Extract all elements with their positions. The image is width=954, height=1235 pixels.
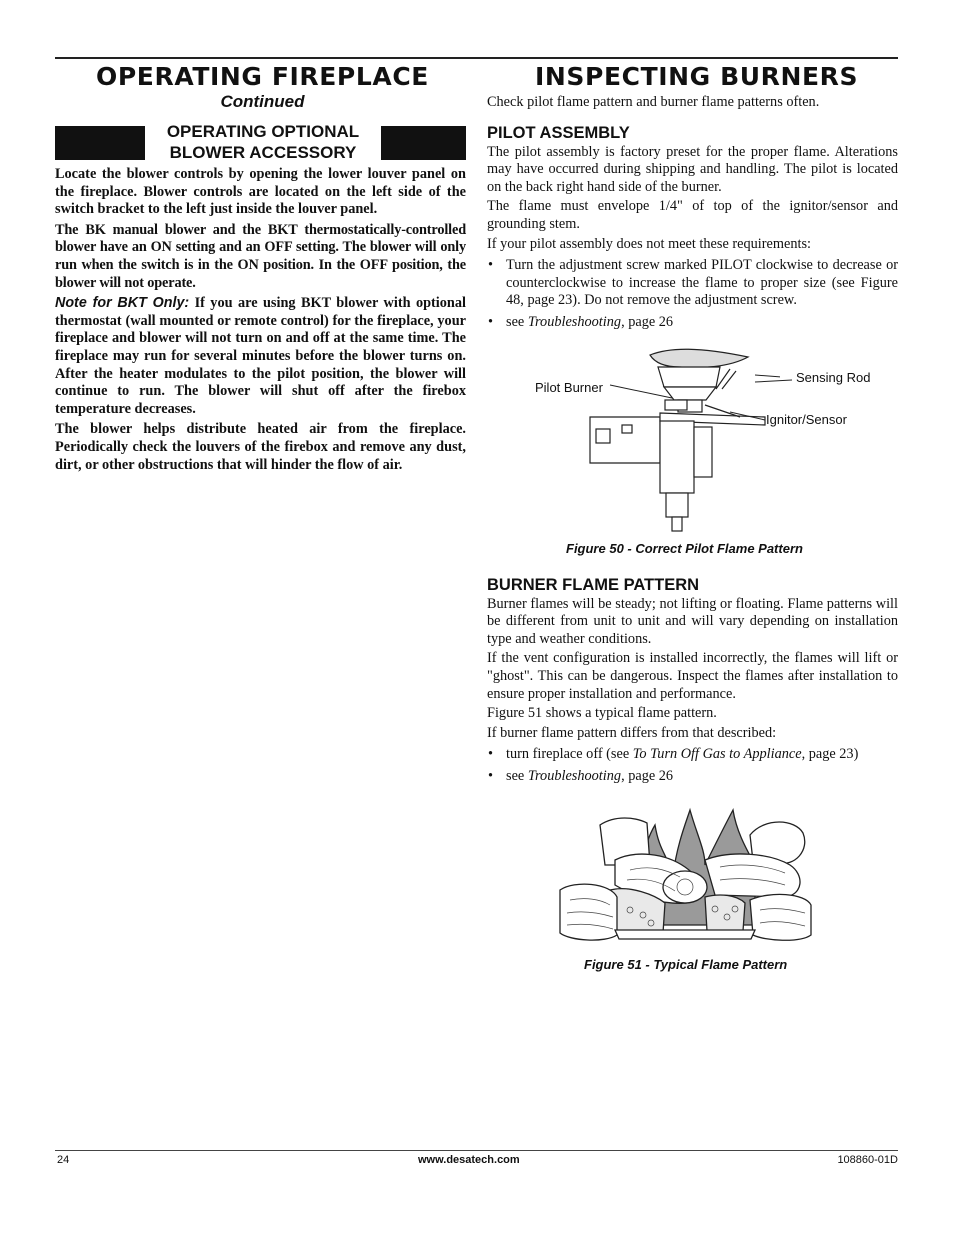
bullet-text: turn fireplace off (see (506, 746, 633, 763)
bkt-note-label: Note for BKT Only: (55, 295, 190, 312)
blower-maintenance-paragraph: The blower helps distribute heated air from the fireplace. Periodically check the louvers of the firebox and remove any dust, dirt, or other obstructions that will hinder the flow of air. (55, 421, 466, 473)
bullet-text: , page 26 (621, 313, 674, 330)
bullet-text: , page 23) (801, 746, 859, 763)
pilot-bullet-2 (487, 314, 898, 332)
burner-paragraph-4: If burner flame pattern differs from that described: (487, 724, 777, 741)
pilot-assembly-section (487, 125, 898, 336)
burner-paragraph-2: If the vent configuration is installed incorrectly, the flames will lift or "ghost". This can be dangerous. Inspect the flames after installation to ensure proper installation and performance. (487, 650, 898, 702)
burner-paragraph-3: Figure 51 shows a typical flame pattern. (487, 705, 717, 722)
document-number: 108860-01D (837, 1154, 898, 1166)
label-pilot-burner: Pilot Burner (535, 380, 603, 395)
left-column-text (55, 166, 466, 477)
continued-label: Continued (220, 92, 305, 111)
blower-location-paragraph: Locate the blower controls by opening the lower louver panel on the fireplace. Blower controls are located on the left side of the switch bracket to the left just inside the louver panel. (55, 166, 466, 218)
section-title-operating-fireplace: OPERATING FIREPLACE (96, 62, 429, 91)
pilot-paragraph-3: If your pilot assembly does not meet these requirements: (487, 235, 811, 252)
figure-50-caption: Figure 50 - Correct Pilot Flame Pattern (566, 541, 803, 556)
troubleshooting-reference: Troubleshooting (527, 767, 622, 784)
blower-accessory-heading (148, 121, 378, 163)
pilot-bullet-1: • Turn the adjustment screw marked PILOT clockwise to decrease or counterclockwise to increase the flame to proper size (see Figure 48, page 23). Do not remove the adjustment screw. (487, 257, 898, 310)
pilot-assembly-heading: PILOT ASSEMBLY (487, 124, 630, 142)
label-sensing-rod: Sensing Rod (796, 370, 871, 385)
burner-flame-section (487, 577, 898, 790)
pilot-paragraph-1: The pilot assembly is factory preset for the proper flame. Alterations may have occurred during shipping and handling. The pilot is located on the back right hand side of the burner. (487, 143, 898, 195)
bkt-note-paragraph (55, 295, 466, 418)
top-rule (55, 57, 898, 59)
heading-line-2: BLOWER ACCESSORY (169, 143, 357, 162)
label-ignitor-sensor: Ignitor/Sensor (766, 412, 847, 427)
page-number: 24 (57, 1154, 70, 1166)
inspect-intro: Check pilot flame pattern and burner flame patterns often. (487, 94, 820, 110)
blower-settings-paragraph: The BK manual blower and the BKT thermostatically-controlled blower have an ON setting and an OFF setting. The blower will only run when the switch is in the ON position. In the OFF position, the blower will not operate. (55, 221, 466, 291)
bullet-text: see (506, 767, 528, 784)
bkt-note-text: If you are using BKT blower with optional thermostat (wall mounted or remote control) for the fireplace, your fireplace and blower will not turn on and off at the same time. The fireplace may run for several minutes before the blower turns on. After the heater modulates to the pilot position, the blower will continue to run. The blower will shut off after the firebox temperature decreases. (55, 295, 466, 417)
burner-flame-heading: BURNER FLAME PATTERN (487, 576, 700, 594)
heading-bar-right (381, 126, 466, 160)
troubleshooting-reference: Troubleshooting (527, 313, 622, 330)
burner-bullet-2 (487, 768, 898, 786)
heading-line-1: OPERATING OPTIONAL (166, 122, 360, 141)
pilot-bullet-list (487, 257, 898, 331)
burner-bullet-1 (487, 746, 898, 764)
burner-bullet-list (487, 746, 898, 785)
burner-paragraph-1: Burner flames will be steady; not lifting or floating. Flame patterns will be different from unit to unit and will vary depending on installation type and weather conditions. (487, 595, 898, 647)
figure-51-caption: Figure 51 - Typical Flame Pattern (584, 957, 788, 972)
flame-pattern-figure (555, 805, 815, 945)
footer-url: www.desatech.com (418, 1154, 520, 1166)
turn-off-gas-reference: To Turn Off Gas to Appliance (632, 746, 802, 763)
pilot-paragraph-2: The flame must envelope 1/4" of top of the ignitor/sensor and grounding stem. (487, 198, 898, 232)
footer-rule (55, 1150, 898, 1151)
heading-bar-left (55, 126, 145, 160)
bullet-text: see (506, 313, 528, 330)
bullet-text: , page 26 (621, 767, 674, 784)
section-title-inspecting-burners: INSPECTING BURNERS (535, 62, 859, 91)
